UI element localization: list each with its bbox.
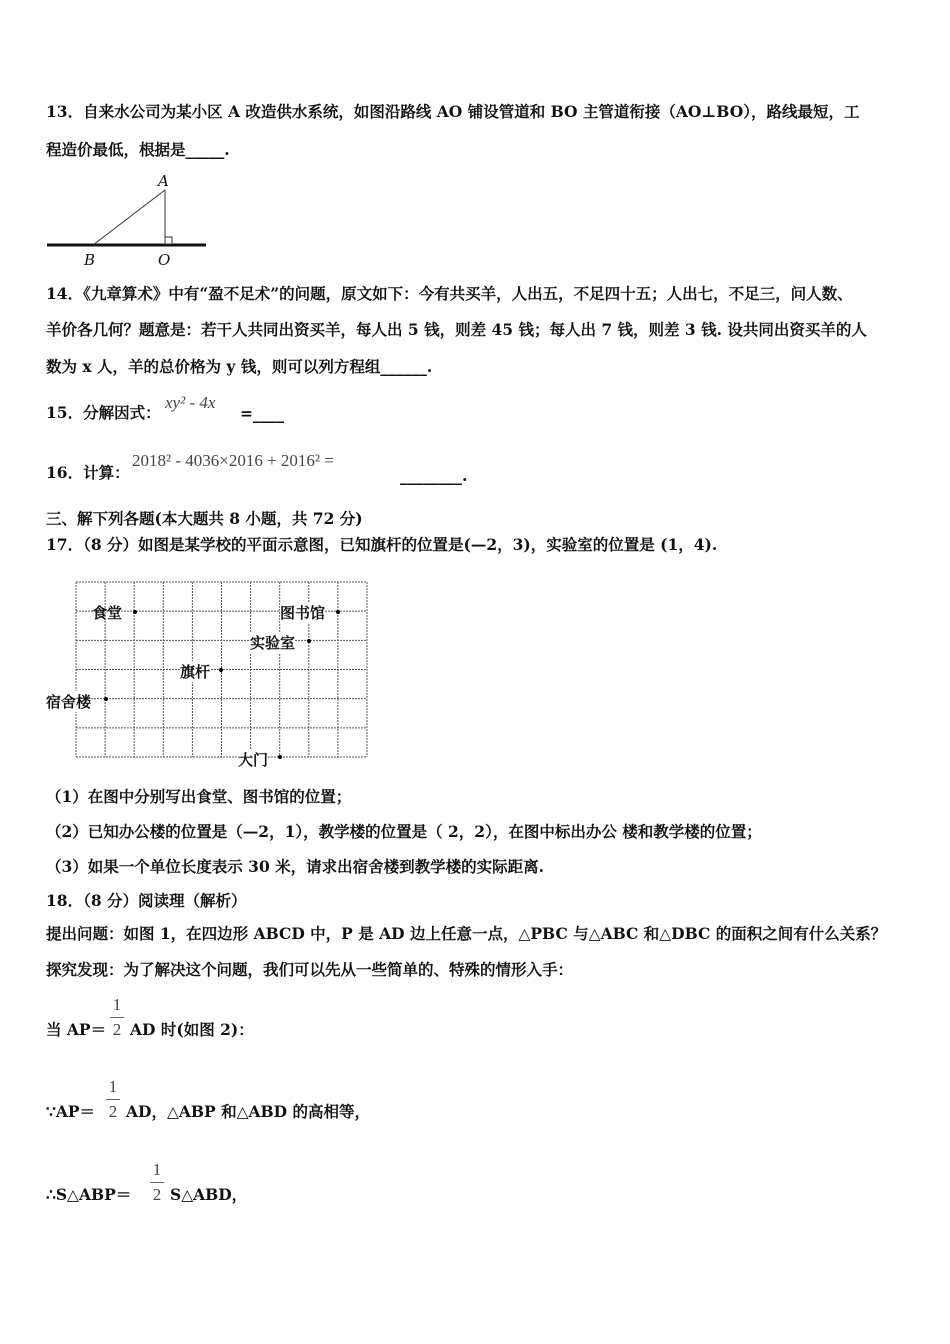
map-label-library: 图书馆 (280, 604, 326, 622)
gate-dot (278, 755, 282, 759)
point-a-label: A (158, 172, 169, 190)
point-b-label: B (84, 251, 96, 269)
map-label-flagpole: 旗杆 (180, 663, 211, 681)
q17-stem: 17．（8 分）如图是某学校的平面示意图，已知旗杆的位置是(—2，3)，实验室的位置是 (1，4). (46, 535, 718, 554)
q17-sub3: （3）如果一个单位长度表示 30 米，请求出宿舍楼到教学楼的实际距离. (46, 857, 545, 876)
map-label-lab: 实验室 (250, 634, 296, 652)
q17-sub1: （1）在图中分别写出食堂、图书馆的位置； (46, 787, 352, 806)
dorm-dot (104, 697, 108, 701)
step3-pre: ∴S△ABP＝ (46, 1185, 132, 1204)
q18-explore: 探究发现：为了解决这个问题，我们可以先从一些简单的、特殊的情形入手： (46, 960, 574, 979)
fraction-denominator: 2 (152, 1185, 162, 1204)
step1-pre: 当 AP＝ (46, 1020, 107, 1039)
step2-pre: ∵AP＝ (46, 1102, 96, 1121)
step3-post: S△ABD， (170, 1185, 248, 1204)
q16-formula: 2018² - 4036×2016 + 2016² = (132, 451, 334, 470)
q14-line3: 数为 x 人，羊的总价格为 y 钱，则可以列方程组______. (46, 357, 433, 376)
q16-prefix: 16．计算： (46, 463, 130, 482)
canteen-dot (133, 610, 137, 614)
q13-line1: 13．自来水公司为某小区 A 改造供水系统，如图沿路线 AO 铺设管道和 BO 主管道衔接（AO⊥BO），路线最短，工 (46, 102, 860, 121)
map-label-dorm: 宿舍楼 (46, 693, 92, 711)
section-3-heading: 三、解下列各题(本大题共 8 小题，共 72 分) (46, 509, 363, 528)
fraction-half (106, 1077, 120, 1122)
map-label-gate: 大门 (238, 751, 269, 769)
q15-answer-blank: =____ (240, 404, 284, 423)
fraction-numerator: 1 (152, 1160, 162, 1179)
step2-post: AD，△ABP 和△ABD 的高相等， (126, 1102, 370, 1121)
q15-prefix: 15．分解因式： (46, 403, 161, 422)
q18-stem: 18．（8 分）阅读理（解析） (46, 891, 247, 910)
q14-line1: 14．《九章算术》中有“盈不足术”的问题，原文如下：今有共买羊，人出五，不足四十五；人出七，不足三，问人数、 (46, 284, 853, 303)
fraction-numerator: 1 (108, 1077, 118, 1096)
map-label-canteen: 食堂 (92, 604, 123, 622)
q15-formula: xy² - 4x (165, 393, 216, 412)
lab-dot (307, 639, 311, 643)
q13-line2: 程造价最低，根据是_____. (46, 140, 230, 159)
library-dot (336, 610, 340, 614)
q14-line2: 羊价各几何？题意是：若干人共同出资买羊，每人出 5 钱，则差 45 钱；每人出 7 钱，则差 3 钱. 设共同出资买羊的人 (46, 320, 867, 339)
fraction-half (110, 995, 124, 1040)
step1-post: AD 时(如图 2)： (130, 1020, 254, 1039)
q16-answer-blank: ________. (400, 466, 468, 485)
fraction-denominator: 2 (108, 1102, 118, 1121)
fraction-numerator: 1 (112, 995, 122, 1014)
q18-problem: 提出问题：如图 1，在四边形 ABCD 中，P 是 AD 边上任意一点，△PBC 与△ABC 和△DBC 的面积之间有什么关系？ (46, 924, 887, 943)
fraction-half (150, 1160, 164, 1205)
flagpole-dot (219, 668, 223, 672)
q17-sub2: （2）已知办公楼的位置是（—2，1），教学楼的位置是（ 2，2），在图中标出办公 楼和教学楼的位置； (46, 822, 762, 841)
fraction-denominator: 2 (112, 1020, 122, 1039)
point-o-label: O (158, 251, 171, 269)
